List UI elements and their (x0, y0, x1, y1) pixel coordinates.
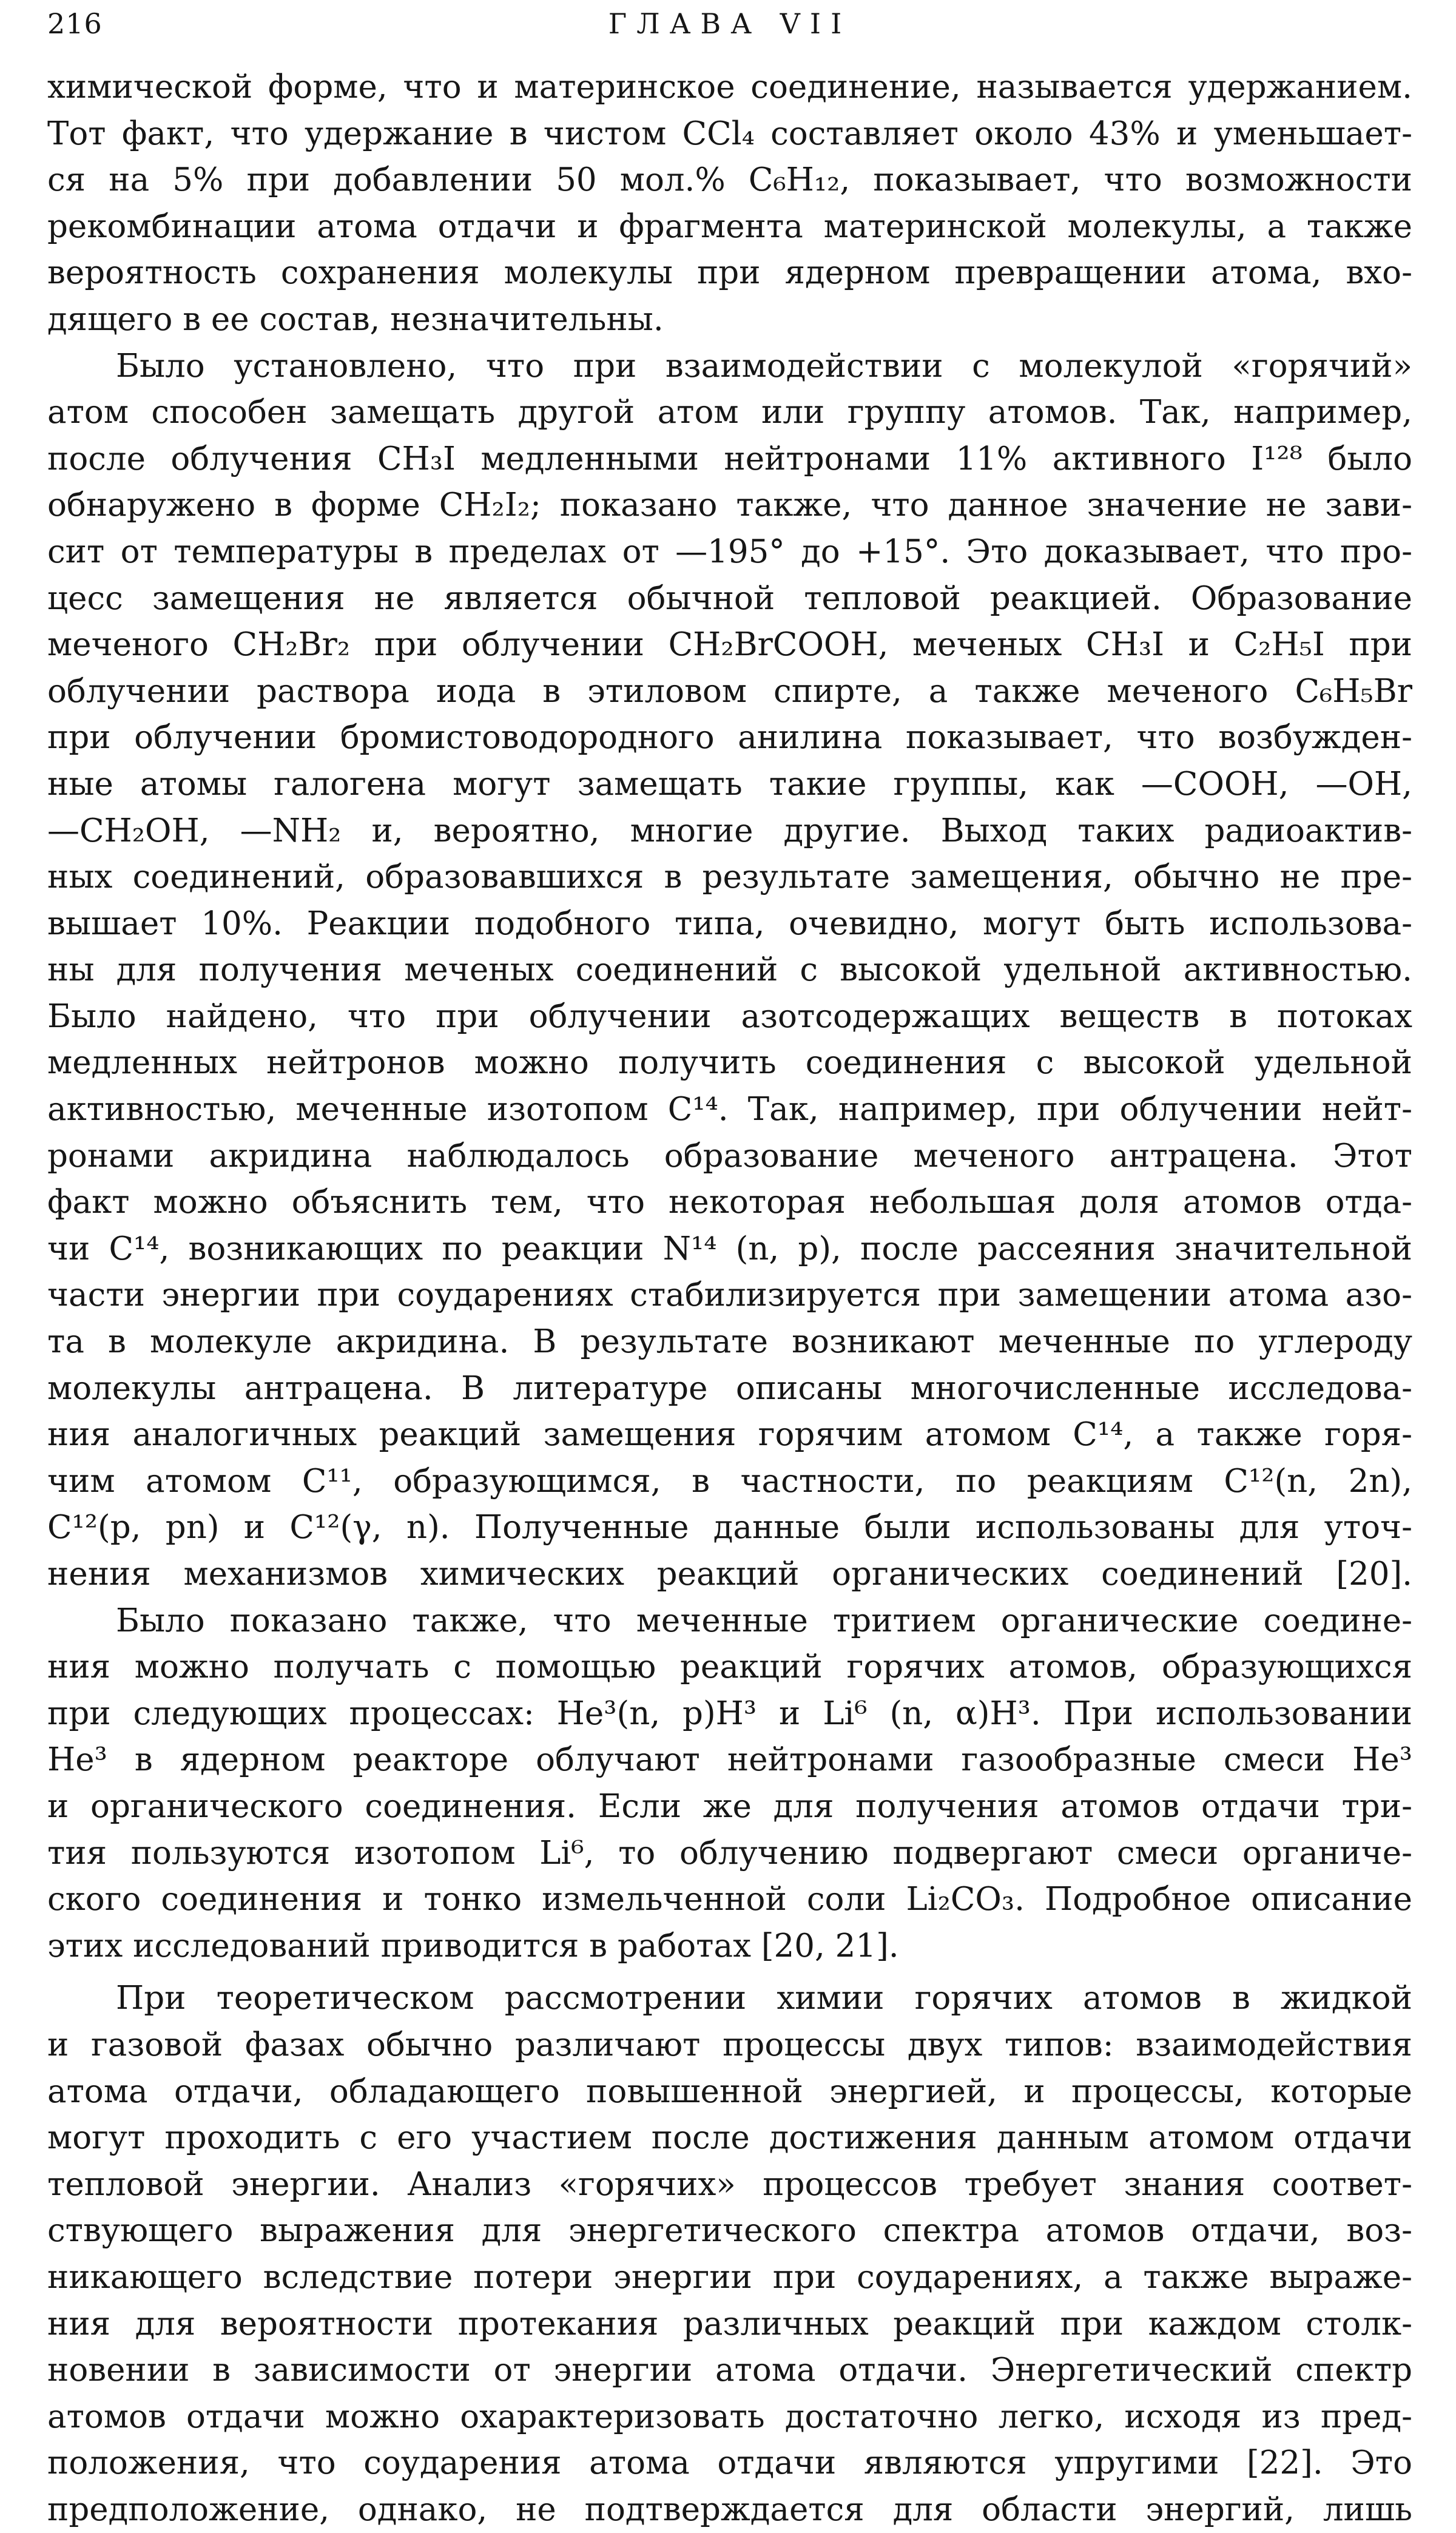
text-line: ния аналогичных реакций замещения горячим атомом C¹⁴, а также горя- (47, 1416, 1412, 1454)
text-line: могут проходить с его участием после достижения данным атомом отдачи (47, 2119, 1412, 2157)
text-line: вероятность сохранения молекулы при ядерном превращении атома, вхо- (47, 254, 1412, 292)
text-line: при облучении бромистоводородного анилина показывает, что возбужден- (47, 719, 1412, 757)
text-line: предположение, однако, не подтверждается для области энергий, лишь (47, 2491, 1412, 2528)
text-line: этих исследований приводится в работах [20, 21]. (47, 1927, 899, 1965)
book-page (47, 0, 1412, 2528)
body-text (47, 64, 1412, 2533)
text-line: цесс замещения не является обычной тепловой реакцией. Образование (47, 579, 1412, 617)
paragraph-4 (47, 1975, 1412, 2533)
text-line: и органического соединения. Если же для получения атомов отдачи три- (47, 1787, 1412, 1825)
text-line: атома отдачи, обладающего повышенной энергией, и процессы, которые (47, 2073, 1412, 2110)
text-line: Было показано также, что меченные тритием органические соедине- (116, 1602, 1412, 1639)
text-line: положения, что соударения атома отдачи являются упругими [22]. Это (47, 2444, 1412, 2482)
text-line: вышает 10%. Реакции подобного типа, очевидно, могут быть использова- (47, 905, 1412, 942)
text-line: дящего в ее состав, незначительны. (47, 300, 664, 338)
text-line: ных соединений, образовавшихся в результате замещения, обычно не пре- (47, 858, 1412, 896)
text-line: при следующих процессах: He³(n, p)H³ и Li⁶ (n, α)H³. При использовании (47, 1695, 1412, 1732)
paragraph-3 (47, 1598, 1412, 1970)
text-line: сит от температуры в пределах от —195° до +15°. Это доказывает, что про- (47, 533, 1412, 570)
text-line: рекомбинации атома отдачи и фрагмента материнской молекулы, а также (47, 207, 1412, 245)
text-line: обнаружено в форме CH₂I₂; показано также, что данное значение не зави- (47, 487, 1412, 524)
text-line: Было найдено, что при облучении азотсодержащих веществ в потоках (47, 997, 1412, 1035)
text-line: C¹²(p, pn) и C¹²(γ, n). Полученные данные были использованы для уточ- (47, 1509, 1412, 1546)
text-line: ствующего выражения для энергетического спектра атомов отдачи, воз- (47, 2212, 1412, 2250)
text-line: ния можно получать с помощью реакций горячих атомов, образующихся (47, 1648, 1412, 1686)
text-line: молекулы антрацена. В литературе описаны многочисленные исследова- (47, 1369, 1412, 1407)
text-line: новении в зависимости от энергии атома отдачи. Энергетический спектр (47, 2352, 1412, 2389)
text-line: —CH₂OH, —NH₂ и, вероятно, многие другие. Выход таких радиоактив- (47, 812, 1412, 849)
text-line: нения механизмов химических реакций органических соединений [20]. (47, 1556, 1412, 1593)
text-line: после облучения CH₃I медленными нейтронами 11% активного I¹²⁸ было (47, 440, 1412, 477)
text-line: химической форме, что и материнское соединение, называется удержанием. (47, 69, 1412, 106)
text-line: ные атомы галогена могут замещать такие группы, как —COOH, —OH, (47, 765, 1412, 803)
text-line: части энергии при соударениях стабилизируется при замещении атома азо- (47, 1277, 1412, 1314)
text-line: та в молекуле акридина. В результате возникают меченные по углероду (47, 1323, 1412, 1361)
text-line: Было установлено, что при взаимодействии с молекулой «горячий» (116, 347, 1412, 385)
text-line: чи C¹⁴, возникающих по реакции N¹⁴ (n, p), после рассеяния значительной (47, 1230, 1412, 1267)
text-line: При теоретическом рассмотрении химии горячих атомов в жидкой (116, 1980, 1412, 2017)
paragraph-1 (47, 64, 1412, 343)
text-line: атомов отдачи можно охарактеризовать достаточно легко, исходя из пред- (47, 2398, 1412, 2435)
text-line: тепловой энергии. Анализ «горячих» процессов требует знания соответ- (47, 2165, 1412, 2203)
text-line: He³ в ядерном реакторе облучают нейтронами газообразные смеси He³ (47, 1741, 1412, 1779)
chapter-heading: ГЛАВА VII (608, 7, 852, 40)
text-line: облучении раствора иода в этиловом спирте, а также меченого C₆H₅Br (47, 672, 1412, 710)
text-line: факт можно объяснить тем, что некоторая небольшая доля атомов отда- (47, 1184, 1412, 1221)
paragraph-2 (47, 343, 1412, 1598)
text-line: медленных нейтронов можно получить соединения с высокой удельной (47, 1044, 1412, 1082)
text-line: активностью, меченные изотопом C¹⁴. Так, например, при облучении нейт- (47, 1091, 1412, 1128)
text-line: ны для получения меченых соединений с высокой удельной активностью. (47, 951, 1412, 989)
page-number: 216 (47, 7, 103, 40)
text-line: Тот факт, что удержание в чистом CCl₄ составляет около 43% и уменьшает- (47, 115, 1412, 152)
text-line: меченого CH₂Br₂ при облучении CH₂BrCOOH, меченых CH₃I и C₂H₅I при (47, 626, 1412, 664)
text-line: ского соединения и тонко измельченной соли Li₂CO₃. Подробное описание (47, 1881, 1412, 1918)
text-line: атом способен замещать другой атом или группу атомов. Так, например, (47, 394, 1412, 431)
text-line: ния для вероятности протекания различных реакций при каждом столк- (47, 2305, 1412, 2342)
text-line: тия пользуются изотопом Li⁶, то облучению подвергают смеси органиче- (47, 1834, 1412, 1872)
text-line: ронами акридина наблюдалось образование меченого антрацена. Этот (47, 1137, 1412, 1175)
text-line: и газовой фазах обычно различают процессы двух типов: взаимодействия (47, 2026, 1412, 2063)
page-header (47, 0, 1412, 64)
text-line: чим атомом C¹¹, образующимся, в частности, по реакциям C¹²(n, 2n), (47, 1462, 1412, 1500)
text-line: ся на 5% при добавлении 50 мол.% C₆H₁₂, показывает, что возможности (47, 161, 1412, 199)
paragraph-spacer (47, 1969, 1412, 1975)
text-line: никающего вследствие потери энергии при соударениях, а также выраже- (47, 2258, 1412, 2296)
